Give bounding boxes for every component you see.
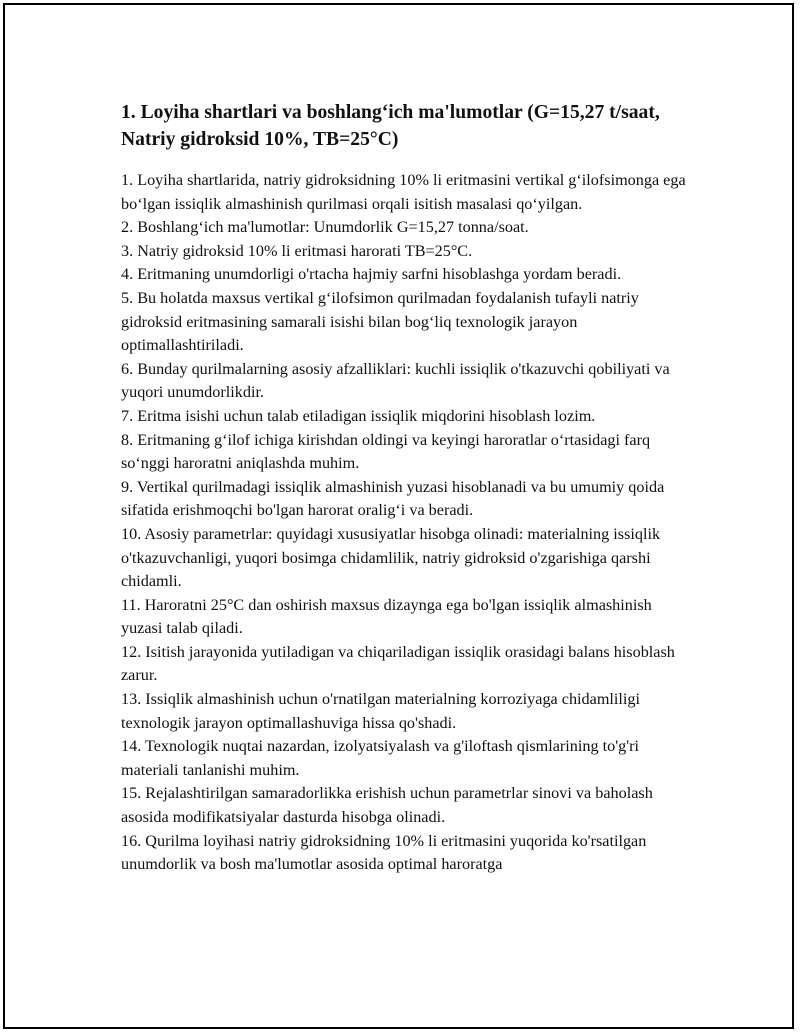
paragraph-list — [121, 169, 693, 877]
paragraph-13: 13. Issiqlik almashinish uchun o'rnatilgan materialning korroziyaga chidamliligi texnologik jarayon optimallashuviga hissa qo'shadi. — [121, 690, 641, 732]
paragraph-9: 9. Vertikal qurilmadagi issiqlik almashinish yuzasi hisoblanadi va bu umumiy qoida sifatida erishmoqchi bo'lgan harorat oralig‘i va beradi. — [121, 477, 665, 520]
paragraph-12: 12. Isitish jarayonida yutiladigan va chiqariladigan issiqlik orasidagi balans hisoblash zarur. — [121, 642, 675, 685]
paragraph-1: 1. Loyiha shartlarida, natriy gidroksidning 10% li eritmasini vertikal g‘ilofsimonga ega bo‘lgan issiqlik almashinish qurilmasi orqali isitish masalasi qo‘yilgan. — [121, 171, 686, 213]
document-title: 1. Loyiha shartlari va boshlang‘ich ma'lumotlar (G=15,27 t/saat, Natriy gidroksid 10%, TB=25°C) — [121, 102, 660, 150]
paragraph-15: 15. Rejalashtirilgan samaradorlikka erishish uchun parametrlar sinovi va baholash asosida modifikatsiyalar dasturda hisobga olinadi. — [121, 784, 653, 827]
paragraph-3: 3. Natriy gidroksid 10% li eritmasi harorati TB=25°C. — [121, 241, 473, 260]
paragraph-14: 14. Texnologik nuqtai nazardan, izolyatsiyalash va g'iloftash qismlarining to'g'ri materiali tanlanishi muhim. — [121, 737, 640, 779]
paragraph-11: 11. Haroratni 25°C dan oshirish maxsus dizaynga ega bo'lgan issiqlik almashinish yuzasi talab qiladi. — [121, 595, 652, 638]
paragraph-10: 10. Asosiy parametrlar: quyidagi xususiyatlar hisobga olinadi: materialning issiqlik o'tkazuvchanligi, yuqori bosimga chidamlilik, natriy gidroksid o'zgarishiga qarshi chidamli. — [121, 524, 661, 591]
page-frame — [3, 3, 794, 1029]
paragraph-5: 5. Bu holatda maxsus vertikal g‘ilofsimon qurilmadan foydalanish tufayli natriy gidroksid eritmasining samarali isishi bilan bog‘liq texnologik jarayon optimallashtiriladi. — [121, 288, 639, 355]
paragraph-7: 7. Eritma isishi uchun talab etiladigan issiqlik miqdorini hisoblash lozim. — [121, 406, 596, 425]
paragraph-8: 8. Eritmaning g‘ilof ichiga kirishdan oldingi va keyingi haroratlar o‘rtasidagi farq so‘nggi haroratni aniqlashda muhim. — [121, 430, 651, 473]
paragraph-2: 2. Boshlang‘ich ma'lumotlar: Unumdorlik G=15,27 tonna/soat. — [121, 218, 529, 237]
paragraph-4: 4. Eritmaning unumdorligi o'rtacha hajmiy sarfni hisoblashga yordam beradi. — [121, 265, 622, 284]
document-body — [121, 99, 693, 877]
paragraph-16: 16. Qurilma loyihasi natriy gidroksidning 10% li eritmasini yuqorida ko'rsatilgan unumdorlik va bosh ma'lumotlar asosida optimal haroratga — [121, 831, 647, 874]
paragraph-6: 6. Bunday qurilmalarning asosiy afzalliklari: kuchli issiqlik o'tkazuvchi qobiliyati va yuqori unumdorlikdir. — [121, 359, 670, 402]
